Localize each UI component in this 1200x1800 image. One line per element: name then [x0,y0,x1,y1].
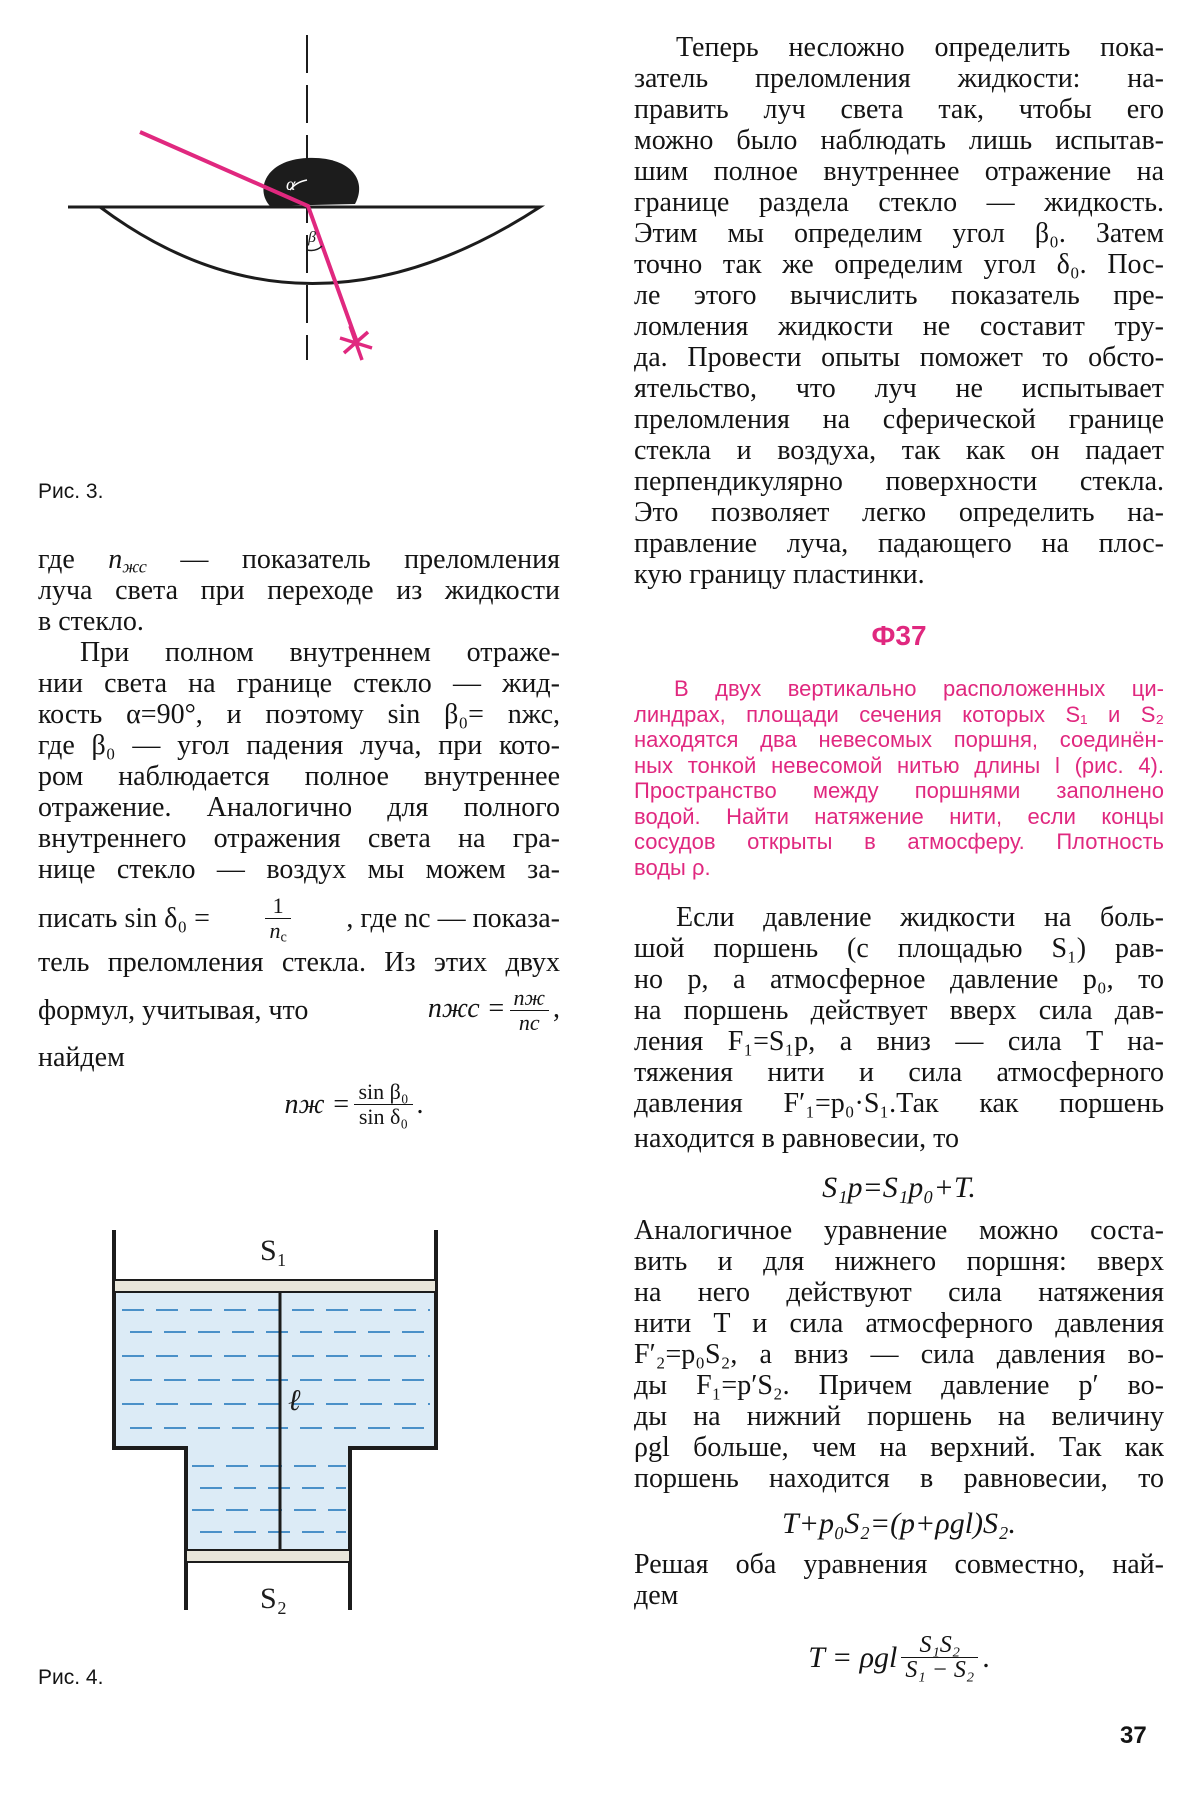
text-line: тель преломления стекла. Из этих двух [38,947,560,978]
text-line: поршень находится в равновесии, то [634,1463,1164,1494]
problem-statement [634,676,1164,880]
text-line: править луч света так, чтобы его [634,94,1164,125]
text-line: ления F₁=S₁p, а вниз — сила T на- [634,1026,1164,1057]
text-line: ром наблюдается полное внутреннее [38,761,560,792]
label-s1: S₁ [260,1234,288,1267]
text-line: Этим мы определим угол β₀. Затем [634,218,1164,249]
text-line: тяжения нити и сила атмосферного [634,1057,1164,1088]
text-line: давления F′₁=p₀·S₁.Так как поршень [634,1088,1164,1119]
text-line: Аналогичное уравнение можно соста- [634,1215,1164,1246]
text-line: где $n_{жс}$ — показатель преломления [38,544,560,577]
problem-line: Пространство между поршнями заполнено [634,778,1164,803]
text-line: на него действуют сила натяжения [634,1277,1164,1308]
label-l: ℓ [288,1384,301,1417]
text-line: Если давление жидкости на боль- [676,902,1164,933]
formula-nzh: nж = $\frac{\text{sin β₀}}{\text{sin δ₀}}$ . [284,1078,424,1129]
text-line: шим полное внутреннее отражение на [634,156,1164,187]
left-text-block [38,544,560,1135]
final-formula: T = ρgl $\frac{\text{S₁S₂}}{\text{S₁ − S₂}}$ . [808,1632,990,1683]
text-line: да. Провести опыты поможет то обсто- [634,342,1164,373]
text-line: вить и для нижнего поршня: вверх [634,1246,1164,1277]
formula-line-delta: писать sin δ₀ = $\frac{1}{n_с}$ , где nс — показа- [38,892,560,946]
figure-4-caption: Рис. 4. [38,1666,104,1689]
figure-4-diagram [100,1210,460,1640]
text-line: кость α=90°, и поэтому sin β₀= nжс, [38,699,560,730]
text-line: При полном внутреннем отраже- [80,637,560,668]
equation-2: T+p₀S₂=(p+ρgl)S₂. [782,1507,1016,1540]
problem-line: линдрах, площади сечения которых S₁ и S₂ [634,701,1164,727]
liquid-drop [263,158,359,206]
text-line: нити T и сила атмосферного давления [634,1308,1164,1339]
label-beta: β [308,229,316,246]
problem-line: В двух вертикально расположенных ци- [674,676,1164,701]
text-line: нице стекло — воздух мы можем за- [38,854,560,885]
text-line: точно так же определим угол δ₀. Пос- [634,249,1164,280]
text-line: отражение. Аналогично для полного [38,792,560,823]
problem-line: сосудов открыты в атмосферу. Плотность [634,829,1164,854]
text-line: Это позволяет легко определить на- [634,497,1164,528]
light-source-star-icon [340,326,372,360]
text-line: найдем [38,1042,125,1073]
text-line: ды на нижний поршень на величину [634,1401,1164,1432]
text-line: ρgl больше, чем на верхний. Так как [634,1432,1164,1463]
upper-piston [114,1280,436,1292]
text-line: шой поршень (с площадью S₁) рав- [634,933,1164,964]
text-line: дем [634,1580,679,1611]
text-line: ломления жидкости не составит тру- [634,311,1164,342]
text-line: F′₂=p₀S₂, а вниз — сила давления во- [634,1339,1164,1370]
figure-3-diagram [50,20,550,410]
text-line: луча света при переходе из жидкости [38,575,560,606]
text-line: в стекло. [38,606,144,637]
text-line: кую границу пластинки. [634,559,925,590]
text-line: Решая оба уравнения совместно, най- [634,1549,1164,1580]
problem-line: ных тонкой невесомой нитью длины l (рис. 4). [634,752,1164,778]
glass-lens [68,207,540,284]
text-line: внутреннего отражения света на гра- [38,823,560,854]
problem-line: находятся два невесомых поршня, соединён- [634,727,1164,752]
text-line: границе раздела стекло — жидкость. [634,187,1164,218]
figure-3-caption: Рис. 3. [38,480,104,503]
text-line: перпендикулярно поверхности стекла. [634,466,1164,497]
text-line: затель преломления жидкости: на- [634,63,1164,94]
label-alpha: α [286,174,296,194]
text-line: на поршень действует вверх сила дав- [634,995,1164,1026]
solution-text [634,902,1164,1682]
text-line: нии света на границе стекло — жид- [38,668,560,699]
text-line: правление луча, падающего на плос- [634,528,1164,559]
page-number: 37 [1120,1722,1147,1749]
text-line: ды F₁=p′S₂. Причем давление p′ во- [634,1370,1164,1401]
equation-1: S₁p=S₁p₀+T. [822,1171,976,1204]
text-line: Теперь несложно определить пока- [676,32,1164,63]
text-line: стекла и воздуха, так как он падает [634,435,1164,466]
label-s2: S₂ [260,1582,288,1615]
lower-piston [186,1550,350,1562]
text-line: ятельство, что луч не испытывает [634,373,1164,404]
problem-line: водой. Найти натяжение нити, если концы [634,803,1164,829]
water-fill [114,1292,436,1550]
problem-title: Ф37 [871,620,927,651]
text-line: можно было наблюдать лишь испытав- [634,125,1164,156]
right-text-intro [634,32,1164,590]
problem-line: воды ρ. [634,854,711,880]
text-line: находится в равновесии, то [634,1123,959,1154]
text-line: преломления на сферической границе [634,404,1164,435]
formula-line-nzhs: формул, учитывая, что nжс = $\frac{nж}{nс}$ , [38,984,560,1035]
text-line: ле этого вычислить показатель пре- [634,280,1164,311]
text-line: где β₀ — угол падения луча, при кото- [38,730,560,761]
text-line: но p, а атмосферное давление p₀, то [634,964,1164,995]
